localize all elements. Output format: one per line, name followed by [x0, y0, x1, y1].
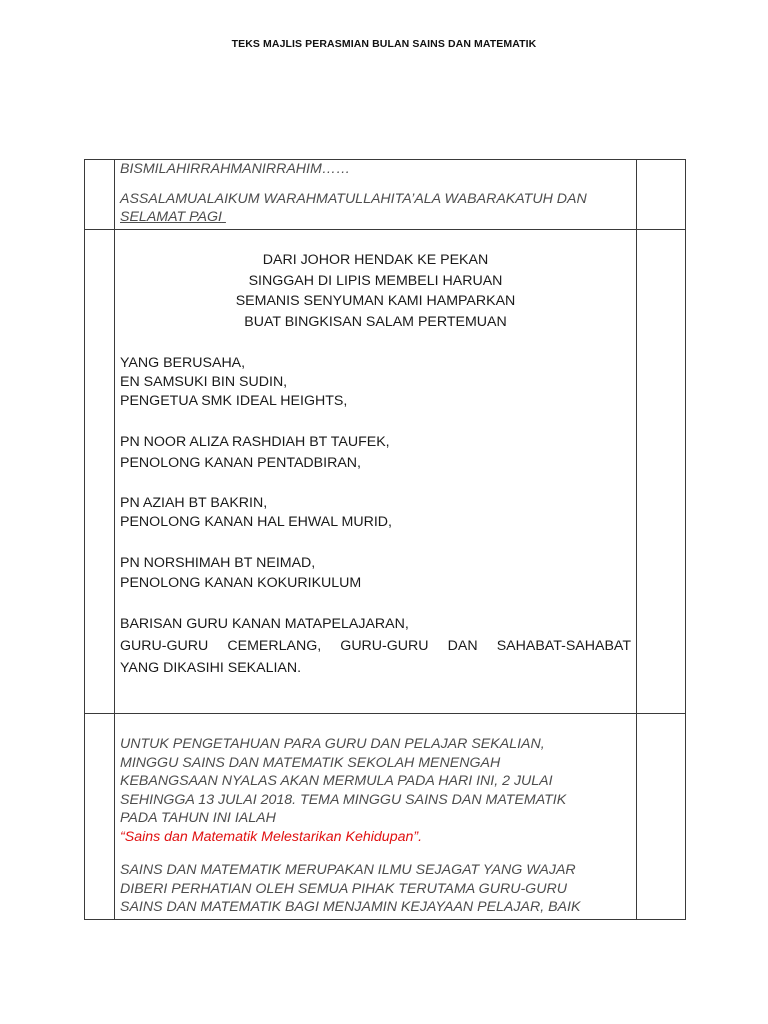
greeting-line: PN AZIAH BT BAKRIN, — [120, 495, 268, 511]
paragraph-line: SEHINGGA 13 JULAI 2018. TEMA MINGGU SAINS DAN MATEMATIK — [120, 791, 567, 808]
greeting-cocurriculum — [120, 553, 631, 593]
script-table — [84, 159, 686, 920]
notes-cell — [637, 230, 686, 714]
greeting-line: PENOLONG KANAN HAL EHWAL MURID, — [120, 514, 392, 530]
intro-paragraph — [120, 735, 631, 846]
greeting-line: EN SAMSUKI BIN SUDIN, — [120, 374, 288, 390]
paragraph-line: MINGGU SAINS DAN MATEMATIK SEKOLAH MENENGAH — [120, 754, 501, 771]
greeting-line: GURU-GURU CEMERLANG, GURU-GURU DAN SAHABAT-SAHABAT — [120, 638, 631, 654]
greeting-line: BARISAN GURU KANAN MATAPELAJARAN, — [120, 616, 409, 632]
greeting-line: PN NORSHIMAH BT NEIMAD, — [120, 555, 316, 571]
paragraph-line: SAINS DAN MATEMATIK MERUPAKAN ILMU SEJAGAT YANG WAJAR — [120, 862, 576, 878]
pantun-line: SINGGAH DI LIPIS MEMBELI HARUAN — [248, 272, 503, 289]
pantun — [120, 250, 631, 332]
greeting-line: PN NOOR ALIZA RASHDIAH BT TAUFEK, — [120, 434, 390, 450]
greeting-line: PENOLONG KANAN KOKURIKULUM — [120, 575, 362, 591]
paragraph-line: DIBERI PERHATIAN OLEH SEMUA PIHAK TERUTAMA GURU-GURU — [120, 880, 567, 897]
theme-text: “Sains dan Matematik Melestarikan Kehidupan”. — [120, 828, 423, 845]
table-row-introduction — [85, 714, 686, 920]
salam-line-2-text: SELAMAT PAGI — [120, 209, 222, 225]
greeting-line: PENGETUA SMK IDEAL HEIGHTS, — [120, 393, 348, 409]
bismillah-text: BISMILAHIRRAHMANIRRAHIM…… — [120, 161, 351, 177]
pantun-line: DARI JOHOR HENDAK KE PEKAN — [262, 252, 489, 268]
notes-cell — [637, 160, 686, 230]
salam-line-1: ASSALAMUALAIKUM WARAHMATULLAHITA’ALA WABARAKATUH DAN — [120, 191, 587, 207]
greeting-teachers — [120, 613, 631, 679]
paragraph-line: KEBANGSAAN NYALAS AKAN MERMULA PADA HARI INI, 2 JULAI — [120, 773, 553, 789]
content-cell — [115, 160, 637, 230]
document-title: TEKS MAJLIS PERASMIAN BULAN SAINS DAN MATEMATIK — [231, 38, 537, 50]
paragraph-line: PADA TAHUN INI IALAH — [120, 810, 276, 826]
row-number-cell — [85, 160, 115, 230]
greeting-line: YANG BERUSAHA, — [120, 355, 246, 371]
content-cell — [115, 714, 637, 920]
table-row-opening — [85, 160, 686, 230]
content-cell — [115, 230, 637, 714]
row-number-cell — [85, 714, 115, 920]
salam-line-2 — [120, 208, 631, 226]
pantun-line: SEMANIS SENYUMAN KAMI HAMPARKAN — [235, 293, 516, 309]
greeting-admin — [120, 432, 631, 474]
science-paragraph — [120, 861, 631, 917]
paragraph-line: SAINS DAN MATEMATIK BAGI MENJAMIN KEJAYAAN PELAJAR, BAIK — [120, 899, 581, 915]
table-row-greetings — [85, 230, 686, 714]
greeting-line: YANG DIKASIHI SEKALIAN. — [120, 660, 302, 676]
notes-cell — [637, 714, 686, 920]
paragraph-line: UNTUK PENGETAHUAN PARA GURU DAN PELAJAR SEKALIAN, — [120, 736, 545, 752]
pantun-line: BUAT BINGKISAN SALAM PERTEMUAN — [244, 313, 507, 330]
row-number-cell — [85, 230, 115, 714]
greeting-student-affairs — [120, 494, 631, 532]
greeting-line: PENOLONG KANAN PENTADBIRAN, — [120, 455, 361, 471]
greeting-principal — [120, 354, 631, 411]
